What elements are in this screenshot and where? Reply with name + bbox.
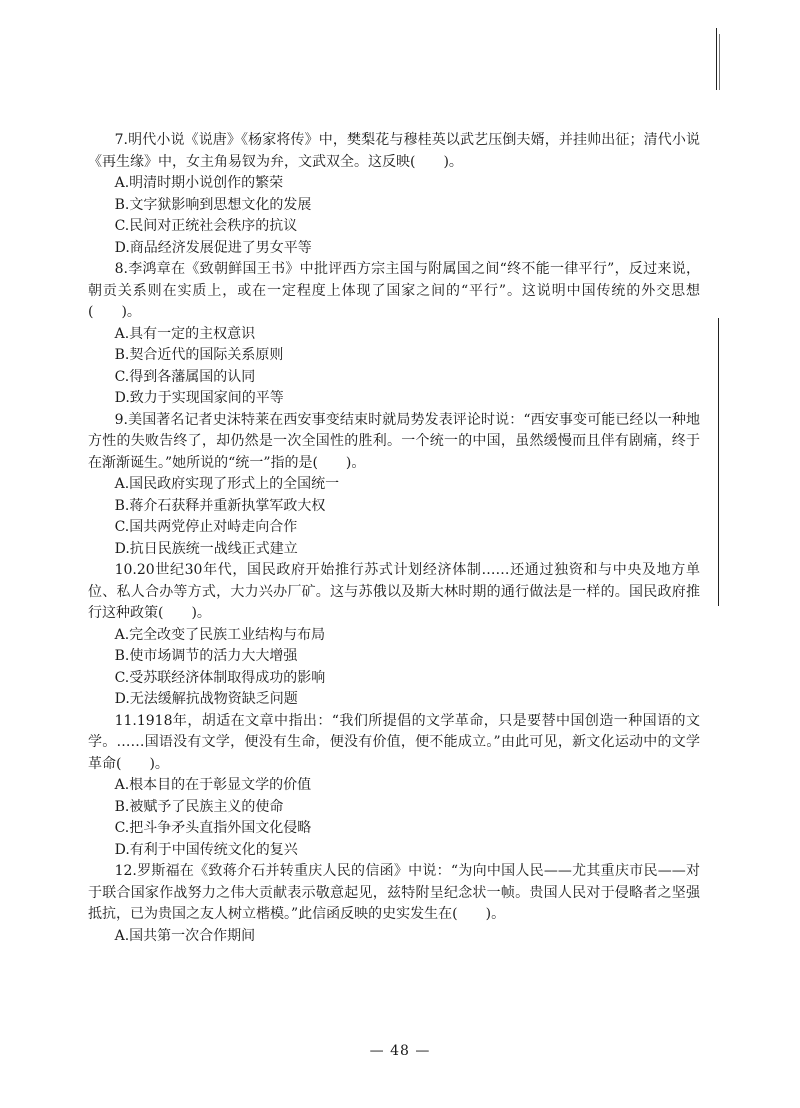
option-b: B.被赋予了民族主义的使命 — [114, 798, 284, 815]
option-c: C.国共两党停止对峙走向合作 — [114, 519, 298, 535]
option-a: A.具有一定的主权意识 — [114, 325, 256, 342]
page-number: — 48 — — [369, 1043, 431, 1059]
scan-edge-line — [716, 28, 717, 90]
question-stem: 8.李鸿章在《致朝鲜国王书》中批评西方宗主国与附属国之间“终不能一律平行”，反过来说，朝贡关系则在实质上，或在一定程度上体现了国家之间的“平行”。这说明中国传统的外交思想( )。 — [88, 261, 700, 320]
question-7 — [88, 130, 700, 259]
question-12 — [88, 861, 700, 947]
option-a: A.根本目的在于彰显文学的价值 — [114, 777, 312, 793]
scan-edge-line — [719, 34, 720, 90]
option-c: C.把斗争矛头直指外国文化侵略 — [114, 820, 312, 836]
option-d: D.抗日民族统一战线正式建立 — [114, 540, 298, 557]
option-a: A.完全改变了民族工业结构与布局 — [114, 626, 326, 643]
question-list — [88, 130, 700, 947]
option-a: A.国共第一次合作期间 — [114, 927, 256, 944]
option-d: D.商品经济发展促进了男女平等 — [114, 239, 312, 256]
option-d: D.无法缓解抗战物资缺乏问题 — [114, 691, 298, 707]
question-stem: 11.1918年，胡适在文章中指出：“我们所提倡的文学革命，只是要替中国创造一种国语的文学。……国语没有文学，便没有生命，便没有价值，便不能成立。”由此可见，新文化运动中的文学革命( )。 — [88, 712, 700, 772]
option-d: D.有利于中国传统文化的复兴 — [114, 841, 298, 858]
question-stem: 7.明代小说《说唐》《杨家将传》中，樊梨花与穆桂英以武艺压倒夫婿，并挂帅出征；清代小说《再生缘》中，女主角易钗为弁，文武双全。这反映( )。 — [88, 132, 700, 170]
option-d: D.致力于实现国家间的平等 — [114, 390, 284, 406]
question-stem: 12.罗斯福在《致蒋介石并转重庆人民的信函》中说：“为向中国人民——尤其重庆市民——对于联合国家作战努力之伟大贡献表示敬意起见，兹特附呈纪念状一帧。贵国人民对于侵略者之坚强抵抗，已为贵国之友人树立楷模。”此信函反映的史实发生在( )。 — [88, 863, 700, 922]
option-c: C.受苏联经济体制取得成功的影响 — [114, 669, 326, 686]
option-b: B.蒋介石获释并重新执掌军政大权 — [114, 497, 326, 514]
option-a: A.国民政府实现了形式上的全国统一 — [114, 476, 340, 492]
option-b: B.文字狱影响到思想文化的发展 — [114, 196, 312, 213]
scan-edge-line — [718, 318, 719, 606]
question-stem: 9.美国著名记者史沫特莱在西安事变结束时就局势发表评论时说：“西安事变可能已经以一种地方性的失败告终了，却仍然是一次全国性的胜利。一个统一的中国，虽然缓慢而且伴有剧痛，终于在渐渐诞生。”她所说的“统一”指的是( )。 — [88, 411, 700, 471]
option-c: C.得到各藩属国的认同 — [114, 368, 256, 385]
question-stem: 10.20世纪30年代，国民政府开始推行苏式计划经济体制……还通过独资和与中央及地方单位、私人合办等方式，大力兴办厂矿。这与苏俄以及斯大林时期的通行做法是一样的。国民政府推行这种政策( )。 — [88, 562, 700, 621]
question-10 — [88, 560, 700, 711]
option-a: A.明清时期小说创作的繁荣 — [114, 175, 284, 191]
option-b: B.契合近代的国际关系原则 — [114, 347, 284, 363]
question-8 — [88, 259, 700, 410]
question-11 — [88, 711, 700, 862]
option-b: B.使市场调节的活力大大增强 — [114, 648, 298, 664]
option-c: C.民间对正统社会秩序的抗议 — [114, 218, 298, 234]
question-9 — [88, 410, 700, 561]
